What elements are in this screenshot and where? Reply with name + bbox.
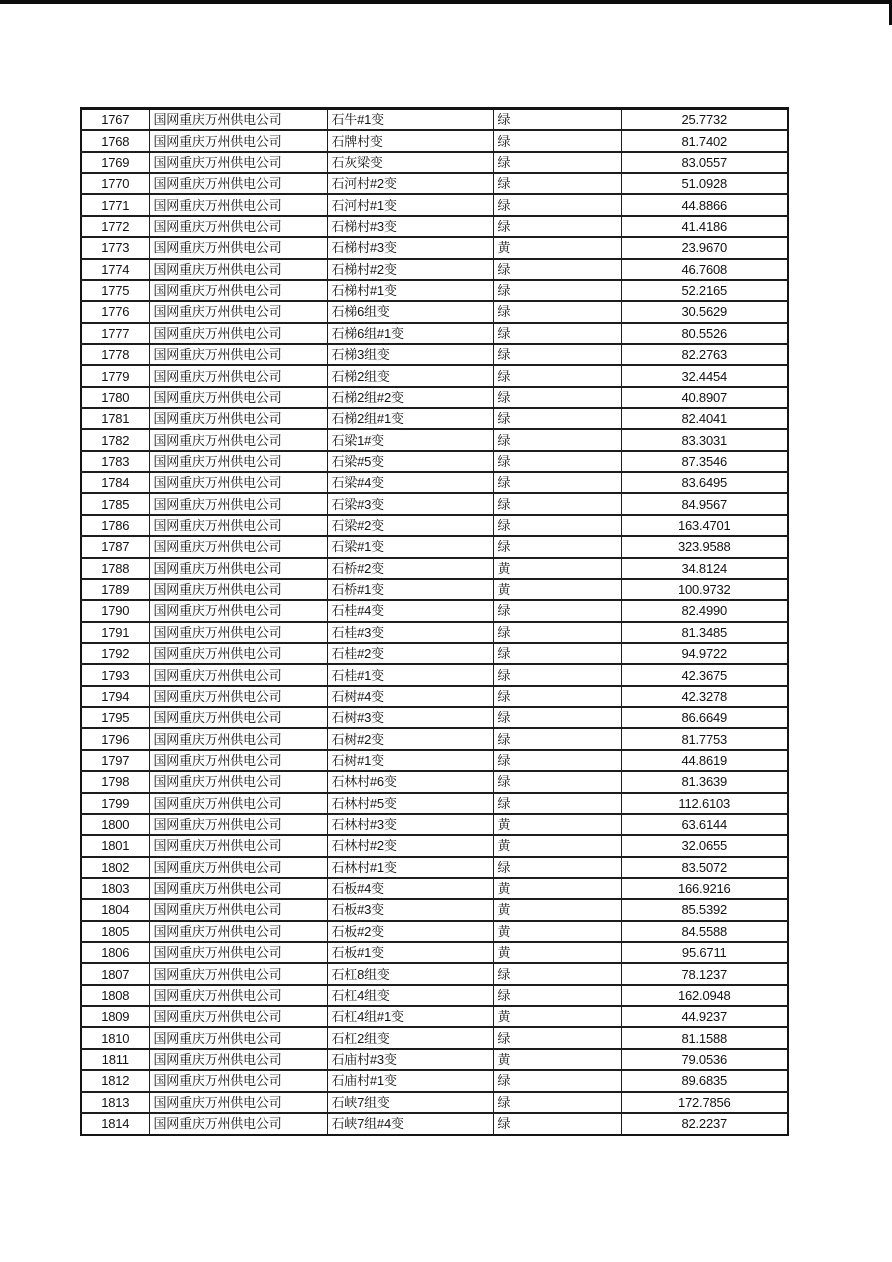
cell-status: 绿 (493, 259, 621, 280)
table-row (81, 686, 788, 707)
cell-id: 1771 (81, 194, 149, 215)
cell-status: 黄 (493, 1049, 621, 1070)
cell-company: 国网重庆万州供电公司 (149, 835, 327, 856)
table-row (81, 387, 788, 408)
cell-station: 石梯6组变 (327, 301, 493, 322)
cell-value: 81.3639 (621, 771, 788, 792)
cell-value: 112.6103 (621, 793, 788, 814)
cell-status: 绿 (493, 130, 621, 151)
cell-status: 绿 (493, 536, 621, 557)
cell-status: 绿 (493, 365, 621, 386)
cell-company: 国网重庆万州供电公司 (149, 728, 327, 749)
cell-id: 1786 (81, 515, 149, 536)
table-row (81, 728, 788, 749)
cell-id: 1798 (81, 771, 149, 792)
cell-company: 国网重庆万州供电公司 (149, 1092, 327, 1113)
cell-station: 石桥#2变 (327, 558, 493, 579)
cell-company: 国网重庆万州供电公司 (149, 579, 327, 600)
table-row (81, 664, 788, 685)
cell-station: 石林村#3变 (327, 814, 493, 835)
cell-status: 绿 (493, 771, 621, 792)
cell-company: 国网重庆万州供电公司 (149, 985, 327, 1006)
cell-value: 51.0928 (621, 173, 788, 194)
table-row (81, 1006, 788, 1027)
cell-company: 国网重庆万州供电公司 (149, 536, 327, 557)
cell-value: 46.7608 (621, 259, 788, 280)
table-row (81, 323, 788, 344)
cell-station: 石梁#3变 (327, 493, 493, 514)
cell-id: 1794 (81, 686, 149, 707)
cell-station: 石峡7组变 (327, 1092, 493, 1113)
cell-station: 石桥#1变 (327, 579, 493, 600)
cell-value: 44.9237 (621, 1006, 788, 1027)
table-row (81, 451, 788, 472)
table-row (81, 515, 788, 536)
cell-company: 国网重庆万州供电公司 (149, 387, 327, 408)
cell-value: 82.2237 (621, 1113, 788, 1135)
table-row (81, 472, 788, 493)
cell-status: 绿 (493, 707, 621, 728)
cell-status: 绿 (493, 472, 621, 493)
cell-status: 黄 (493, 878, 621, 899)
cell-status: 绿 (493, 643, 621, 664)
cell-id: 1772 (81, 216, 149, 237)
cell-id: 1802 (81, 857, 149, 878)
cell-company: 国网重庆万州供电公司 (149, 686, 327, 707)
cell-status: 绿 (493, 280, 621, 301)
cell-company: 国网重庆万州供电公司 (149, 344, 327, 365)
table-row (81, 963, 788, 984)
cell-station: 石牛#1变 (327, 109, 493, 131)
cell-company: 国网重庆万州供电公司 (149, 1049, 327, 1070)
cell-value: 40.8907 (621, 387, 788, 408)
cell-station: 石杠8组变 (327, 963, 493, 984)
cell-company: 国网重庆万州供电公司 (149, 152, 327, 173)
cell-id: 1797 (81, 750, 149, 771)
cell-id: 1804 (81, 899, 149, 920)
cell-status: 黄 (493, 899, 621, 920)
table-row (81, 237, 788, 258)
cell-status: 绿 (493, 793, 621, 814)
table-row (81, 280, 788, 301)
cell-status: 黄 (493, 835, 621, 856)
cell-id: 1768 (81, 130, 149, 151)
table-row (81, 814, 788, 835)
table-row (81, 408, 788, 429)
cell-status: 绿 (493, 387, 621, 408)
cell-company: 国网重庆万州供电公司 (149, 1006, 327, 1027)
cell-value: 83.3031 (621, 429, 788, 450)
table-row (81, 600, 788, 621)
cell-station: 石杠2组变 (327, 1027, 493, 1048)
table-row (81, 216, 788, 237)
cell-status: 绿 (493, 1092, 621, 1113)
cell-value: 85.5392 (621, 899, 788, 920)
table-row (81, 259, 788, 280)
table-row (81, 130, 788, 151)
cell-company: 国网重庆万州供电公司 (149, 771, 327, 792)
cell-status: 黄 (493, 579, 621, 600)
cell-company: 国网重庆万州供电公司 (149, 259, 327, 280)
cell-id: 1796 (81, 728, 149, 749)
cell-id: 1810 (81, 1027, 149, 1048)
cell-value: 78.1237 (621, 963, 788, 984)
cell-company: 国网重庆万州供电公司 (149, 216, 327, 237)
cell-status: 绿 (493, 323, 621, 344)
table-row (81, 878, 788, 899)
cell-status: 绿 (493, 301, 621, 322)
cell-status: 黄 (493, 814, 621, 835)
cell-station: 石河村#2变 (327, 173, 493, 194)
cell-id: 1801 (81, 835, 149, 856)
cell-status: 黄 (493, 1006, 621, 1027)
cell-id: 1811 (81, 1049, 149, 1070)
cell-id: 1770 (81, 173, 149, 194)
table-row (81, 1027, 788, 1048)
cell-value: 81.7753 (621, 728, 788, 749)
cell-station: 石梁#5变 (327, 451, 493, 472)
cell-id: 1779 (81, 365, 149, 386)
cell-value: 32.4454 (621, 365, 788, 386)
cell-status: 绿 (493, 963, 621, 984)
table-row (81, 1070, 788, 1091)
cell-station: 石灰梁变 (327, 152, 493, 173)
cell-id: 1792 (81, 643, 149, 664)
cell-id: 1793 (81, 664, 149, 685)
cell-station: 石梁#1变 (327, 536, 493, 557)
cell-company: 国网重庆万州供电公司 (149, 643, 327, 664)
cell-station: 石梁#2变 (327, 515, 493, 536)
cell-station: 石板#1变 (327, 942, 493, 963)
cell-id: 1806 (81, 942, 149, 963)
cell-status: 绿 (493, 515, 621, 536)
cell-id: 1778 (81, 344, 149, 365)
cell-value: 83.5072 (621, 857, 788, 878)
cell-station: 石梯2组变 (327, 365, 493, 386)
cell-status: 黄 (493, 942, 621, 963)
cell-value: 80.5526 (621, 323, 788, 344)
cell-value: 52.2165 (621, 280, 788, 301)
table-row (81, 301, 788, 322)
cell-value: 172.7856 (621, 1092, 788, 1113)
cell-station: 石庙村#1变 (327, 1070, 493, 1091)
cell-status: 绿 (493, 728, 621, 749)
cell-id: 1805 (81, 921, 149, 942)
cell-station: 石树#4变 (327, 686, 493, 707)
cell-status: 绿 (493, 857, 621, 878)
cell-id: 1807 (81, 963, 149, 984)
cell-value: 89.6835 (621, 1070, 788, 1091)
cell-status: 绿 (493, 451, 621, 472)
cell-value: 95.6711 (621, 942, 788, 963)
cell-station: 石庙村#3变 (327, 1049, 493, 1070)
table-row (81, 344, 788, 365)
cell-station: 石梁#4变 (327, 472, 493, 493)
cell-company: 国网重庆万州供电公司 (149, 1070, 327, 1091)
cell-id: 1789 (81, 579, 149, 600)
cell-value: 163.4701 (621, 515, 788, 536)
table-row (81, 899, 788, 920)
cell-value: 83.6495 (621, 472, 788, 493)
cell-company: 国网重庆万州供电公司 (149, 515, 327, 536)
cell-status: 绿 (493, 750, 621, 771)
cell-value: 34.8124 (621, 558, 788, 579)
cell-id: 1791 (81, 622, 149, 643)
cell-status: 黄 (493, 558, 621, 579)
cell-company: 国网重庆万州供电公司 (149, 600, 327, 621)
cell-value: 100.9732 (621, 579, 788, 600)
cell-station: 石板#3变 (327, 899, 493, 920)
cell-station: 石林村#1变 (327, 857, 493, 878)
cell-company: 国网重庆万州供电公司 (149, 408, 327, 429)
cell-company: 国网重庆万州供电公司 (149, 814, 327, 835)
cell-status: 绿 (493, 344, 621, 365)
cell-station: 石梯6组#1变 (327, 323, 493, 344)
power-station-table (80, 107, 789, 1136)
cell-value: 44.8619 (621, 750, 788, 771)
cell-company: 国网重庆万州供电公司 (149, 793, 327, 814)
cell-id: 1781 (81, 408, 149, 429)
table-row (81, 493, 788, 514)
cell-company: 国网重庆万州供电公司 (149, 942, 327, 963)
cell-company: 国网重庆万州供电公司 (149, 493, 327, 514)
cell-company: 国网重庆万州供电公司 (149, 472, 327, 493)
cell-company: 国网重庆万州供电公司 (149, 237, 327, 258)
cell-value: 81.3485 (621, 622, 788, 643)
cell-status: 绿 (493, 664, 621, 685)
cell-value: 81.7402 (621, 130, 788, 151)
cell-station: 石树#3变 (327, 707, 493, 728)
cell-station: 石杠4组#1变 (327, 1006, 493, 1027)
table-row (81, 835, 788, 856)
cell-station: 石梯村#3变 (327, 216, 493, 237)
cell-id: 1787 (81, 536, 149, 557)
cell-station: 石杠4组变 (327, 985, 493, 1006)
cell-company: 国网重庆万州供电公司 (149, 323, 327, 344)
cell-value: 79.0536 (621, 1049, 788, 1070)
cell-id: 1809 (81, 1006, 149, 1027)
cell-id: 1814 (81, 1113, 149, 1135)
cell-station: 石峡7组#4变 (327, 1113, 493, 1135)
cell-station: 石树#1变 (327, 750, 493, 771)
cell-company: 国网重庆万州供电公司 (149, 451, 327, 472)
cell-station: 石梯村#3变 (327, 237, 493, 258)
cell-company: 国网重庆万州供电公司 (149, 130, 327, 151)
cell-id: 1803 (81, 878, 149, 899)
cell-status: 绿 (493, 985, 621, 1006)
cell-id: 1785 (81, 493, 149, 514)
table-row (81, 1049, 788, 1070)
cell-status: 绿 (493, 493, 621, 514)
cell-status: 黄 (493, 921, 621, 942)
cell-id: 1800 (81, 814, 149, 835)
cell-station: 石板#4变 (327, 878, 493, 899)
cell-station: 石林村#2变 (327, 835, 493, 856)
cell-company: 国网重庆万州供电公司 (149, 878, 327, 899)
table-row (81, 622, 788, 643)
cell-status: 绿 (493, 1113, 621, 1135)
table-row (81, 643, 788, 664)
cell-value: 82.4041 (621, 408, 788, 429)
cell-status: 绿 (493, 109, 621, 131)
cell-company: 国网重庆万州供电公司 (149, 280, 327, 301)
cell-value: 42.3675 (621, 664, 788, 685)
cell-company: 国网重庆万州供电公司 (149, 664, 327, 685)
cell-station: 石河村#1变 (327, 194, 493, 215)
cell-value: 63.6144 (621, 814, 788, 835)
cell-company: 国网重庆万州供电公司 (149, 301, 327, 322)
cell-id: 1808 (81, 985, 149, 1006)
cell-company: 国网重庆万州供电公司 (149, 429, 327, 450)
table-row (81, 771, 788, 792)
cell-station: 石梁1#变 (327, 429, 493, 450)
cell-company: 国网重庆万州供电公司 (149, 899, 327, 920)
cell-id: 1799 (81, 793, 149, 814)
cell-company: 国网重庆万州供电公司 (149, 750, 327, 771)
cell-value: 86.6649 (621, 707, 788, 728)
cell-id: 1813 (81, 1092, 149, 1113)
cell-value: 41.4186 (621, 216, 788, 237)
cell-id: 1774 (81, 259, 149, 280)
cell-id: 1767 (81, 109, 149, 131)
cell-company: 国网重庆万州供电公司 (149, 857, 327, 878)
cell-station: 石林村#5变 (327, 793, 493, 814)
cell-id: 1776 (81, 301, 149, 322)
table-row (81, 985, 788, 1006)
cell-company: 国网重庆万州供电公司 (149, 1113, 327, 1135)
cell-station: 石牌村变 (327, 130, 493, 151)
cell-status: 绿 (493, 686, 621, 707)
top-bar (0, 0, 892, 4)
cell-value: 94.9722 (621, 643, 788, 664)
cell-value: 23.9670 (621, 237, 788, 258)
cell-id: 1812 (81, 1070, 149, 1091)
cell-value: 82.2763 (621, 344, 788, 365)
cell-company: 国网重庆万州供电公司 (149, 558, 327, 579)
table-row (81, 1092, 788, 1113)
cell-company: 国网重庆万州供电公司 (149, 921, 327, 942)
table-row (81, 173, 788, 194)
cell-value: 87.3546 (621, 451, 788, 472)
cell-status: 绿 (493, 408, 621, 429)
cell-station: 石梯2组#2变 (327, 387, 493, 408)
cell-station: 石板#2变 (327, 921, 493, 942)
cell-id: 1780 (81, 387, 149, 408)
table-row (81, 1113, 788, 1135)
cell-station: 石梯村#2变 (327, 259, 493, 280)
table-row (81, 707, 788, 728)
cell-station: 石林村#6变 (327, 771, 493, 792)
cell-value: 44.8866 (621, 194, 788, 215)
cell-station: 石梯村#1变 (327, 280, 493, 301)
cell-value: 166.9216 (621, 878, 788, 899)
cell-company: 国网重庆万州供电公司 (149, 622, 327, 643)
cell-id: 1773 (81, 237, 149, 258)
table-row (81, 109, 788, 131)
cell-status: 绿 (493, 1027, 621, 1048)
cell-station: 石桂#2变 (327, 643, 493, 664)
table-row (81, 857, 788, 878)
cell-station: 石梯2组#1变 (327, 408, 493, 429)
cell-value: 84.9567 (621, 493, 788, 514)
cell-value: 42.3278 (621, 686, 788, 707)
cell-status: 绿 (493, 1070, 621, 1091)
cell-id: 1775 (81, 280, 149, 301)
cell-company: 国网重庆万州供电公司 (149, 194, 327, 215)
cell-company: 国网重庆万州供电公司 (149, 173, 327, 194)
cell-station: 石树#2变 (327, 728, 493, 749)
cell-id: 1784 (81, 472, 149, 493)
cell-value: 32.0655 (621, 835, 788, 856)
table-row (81, 152, 788, 173)
cell-value: 82.4990 (621, 600, 788, 621)
cell-station: 石梯3组变 (327, 344, 493, 365)
cell-value: 162.0948 (621, 985, 788, 1006)
cell-id: 1777 (81, 323, 149, 344)
cell-status: 绿 (493, 429, 621, 450)
table-row (81, 558, 788, 579)
table-row (81, 750, 788, 771)
cell-company: 国网重庆万州供电公司 (149, 109, 327, 131)
table-row (81, 536, 788, 557)
cell-value: 81.1588 (621, 1027, 788, 1048)
cell-value: 83.0557 (621, 152, 788, 173)
cell-company: 国网重庆万州供电公司 (149, 707, 327, 728)
cell-value: 30.5629 (621, 301, 788, 322)
cell-id: 1795 (81, 707, 149, 728)
cell-id: 1790 (81, 600, 149, 621)
table-row (81, 429, 788, 450)
cell-id: 1788 (81, 558, 149, 579)
cell-value: 25.7732 (621, 109, 788, 131)
table-row (81, 942, 788, 963)
cell-station: 石桂#4变 (327, 600, 493, 621)
document-page-table-area (80, 107, 789, 1136)
cell-status: 绿 (493, 152, 621, 173)
cell-status: 绿 (493, 194, 621, 215)
table-row (81, 921, 788, 942)
cell-status: 绿 (493, 216, 621, 237)
cell-value: 84.5588 (621, 921, 788, 942)
cell-status: 绿 (493, 600, 621, 621)
cell-company: 国网重庆万州供电公司 (149, 963, 327, 984)
table-body (81, 109, 788, 1136)
table-row (81, 365, 788, 386)
table-row (81, 194, 788, 215)
cell-value: 323.9588 (621, 536, 788, 557)
cell-company: 国网重庆万州供电公司 (149, 365, 327, 386)
cell-status: 绿 (493, 173, 621, 194)
cell-status: 黄 (493, 237, 621, 258)
table-row (81, 793, 788, 814)
table-row (81, 579, 788, 600)
cell-station: 石桂#1变 (327, 664, 493, 685)
cell-station: 石桂#3变 (327, 622, 493, 643)
cell-id: 1782 (81, 429, 149, 450)
cell-id: 1769 (81, 152, 149, 173)
cell-id: 1783 (81, 451, 149, 472)
cell-status: 绿 (493, 622, 621, 643)
cell-company: 国网重庆万州供电公司 (149, 1027, 327, 1048)
